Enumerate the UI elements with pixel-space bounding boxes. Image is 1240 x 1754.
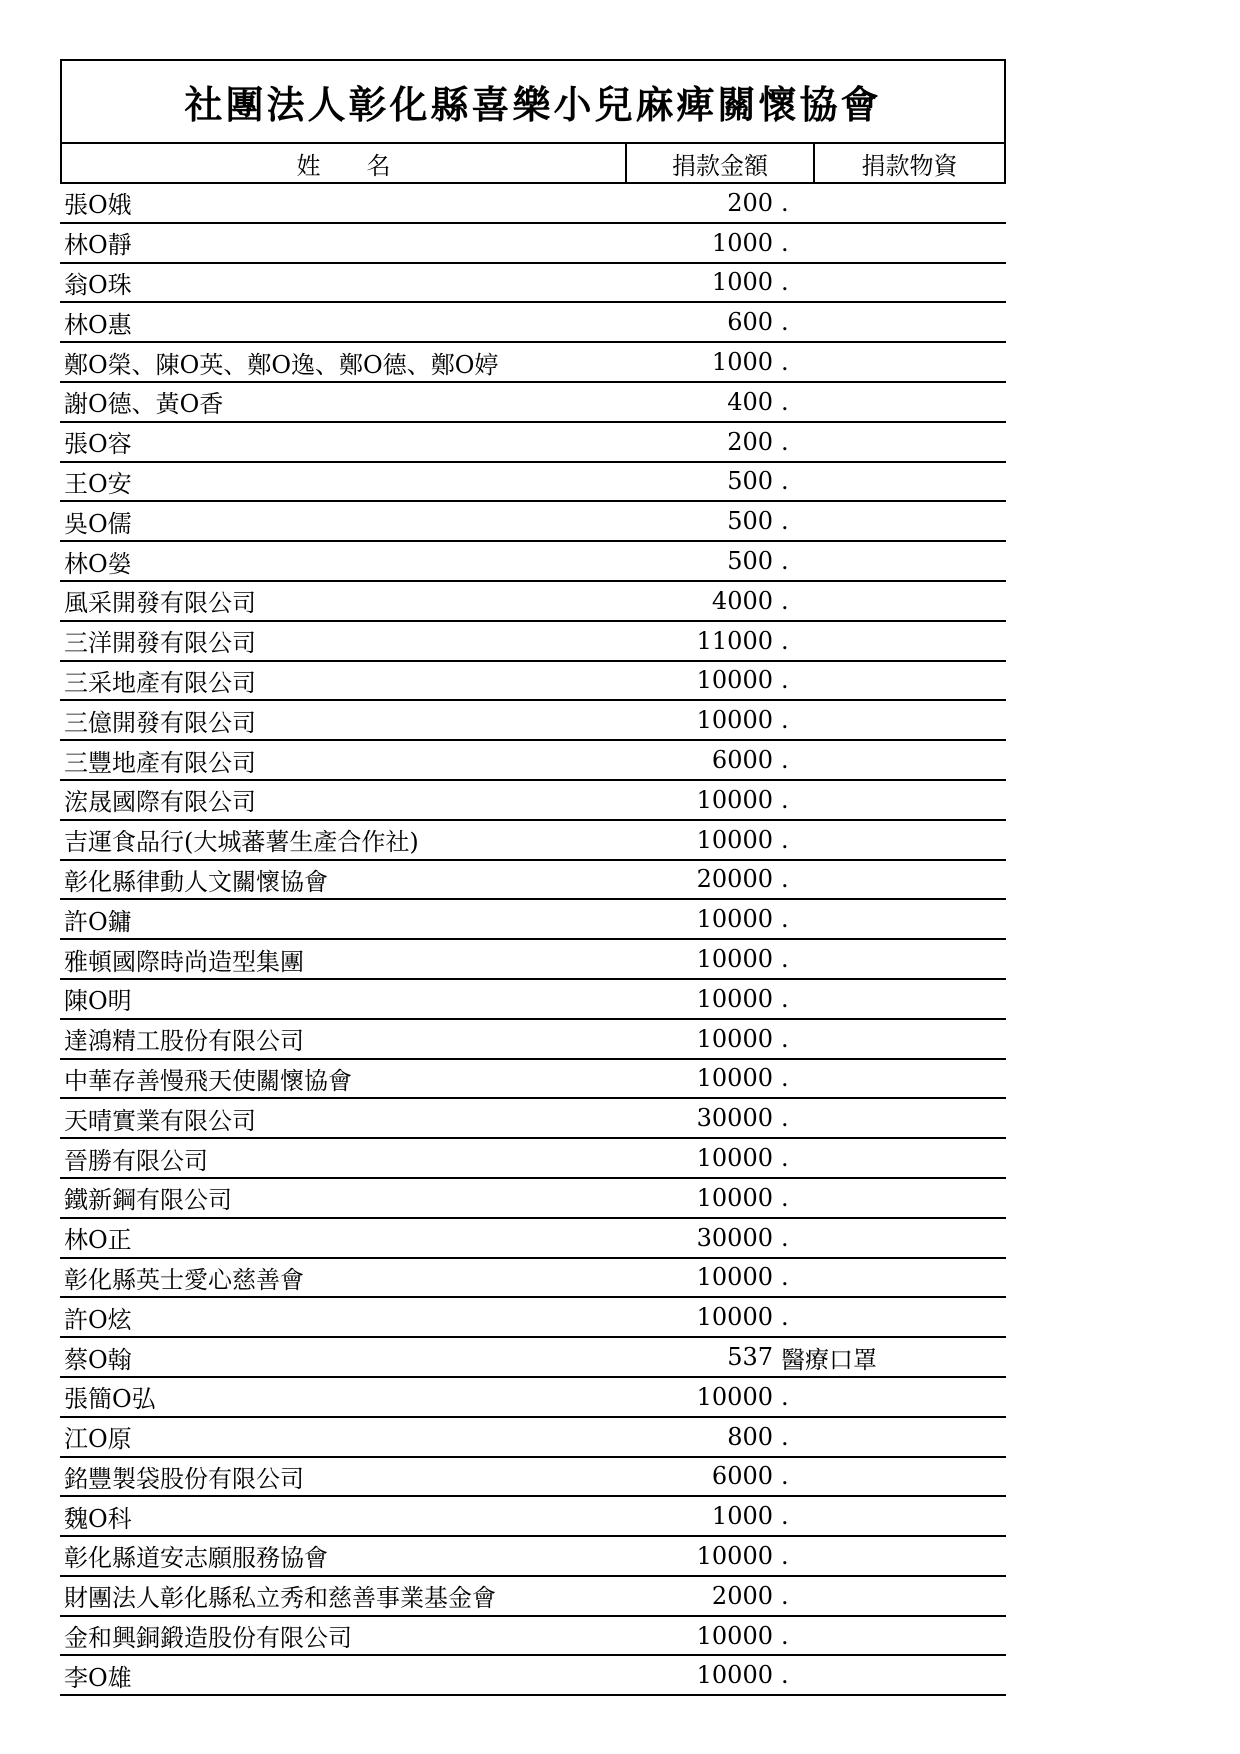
donated-goods: .	[781, 188, 789, 217]
donated-goods: .	[781, 1024, 789, 1053]
donated-goods: .	[781, 1661, 789, 1690]
table-row	[60, 184, 1006, 224]
donation-amount: 10000	[696, 945, 773, 974]
donor-name: 彰化縣律動人文關懷協會	[64, 867, 328, 896]
donated-goods: .	[781, 228, 789, 257]
donor-name: 吳O儒	[64, 509, 132, 538]
donor-name: 許O炫	[64, 1305, 132, 1334]
donation-amount: 1000	[711, 228, 773, 257]
donation-amount: 10000	[696, 1621, 773, 1650]
donated-goods: .	[781, 507, 789, 536]
donor-name: 風采開發有限公司	[64, 589, 256, 618]
donation-amount: 4000	[711, 586, 773, 615]
donor-name: 晉勝有限公司	[64, 1146, 208, 1175]
donated-goods: .	[781, 1462, 789, 1491]
table-row	[60, 383, 1006, 423]
donation-amount: 1000	[711, 268, 773, 297]
donor-name: 李O雄	[64, 1663, 132, 1692]
donation-amount: 10000	[696, 1144, 773, 1173]
header-goods: 捐款物資	[861, 151, 958, 180]
donor-name: 三億開發有限公司	[64, 708, 256, 737]
donor-name: 張簡O弘	[64, 1385, 156, 1414]
donated-goods: .	[781, 1303, 789, 1332]
donor-name: 許O鏞	[64, 907, 132, 936]
donation-amount: 500	[727, 507, 773, 536]
donated-goods: .	[781, 706, 789, 735]
donor-name: 天晴實業有限公司	[64, 1106, 256, 1135]
donated-goods: .	[781, 746, 789, 775]
title-box	[60, 59, 1006, 144]
table-row	[60, 423, 1006, 463]
table-row	[60, 542, 1006, 582]
donor-name: 翁O珠	[64, 270, 132, 299]
donation-amount: 600	[727, 308, 773, 337]
donation-amount: 6000	[711, 746, 773, 775]
donation-amount: 500	[727, 547, 773, 576]
donation-table-body	[60, 184, 1006, 1696]
table-row	[60, 701, 1006, 741]
donated-goods: 醫療口罩	[781, 1345, 877, 1374]
table-header	[60, 144, 1006, 184]
donated-goods: .	[781, 1104, 789, 1133]
table-row	[60, 1298, 1006, 1338]
donation-amount: 30000	[696, 1104, 773, 1133]
table-row	[60, 1577, 1006, 1617]
table-row	[60, 662, 1006, 702]
donated-goods: .	[781, 626, 789, 655]
donor-name: 林O嫈	[64, 549, 132, 578]
donation-amount: 10000	[696, 1064, 773, 1093]
donor-name: 陳O明	[64, 987, 132, 1016]
donation-amount: 1000	[711, 348, 773, 377]
donor-name: 三豐地產有限公司	[64, 748, 256, 777]
document-title: 社團法人彰化縣喜樂小兒麻痺關懷協會	[184, 82, 882, 127]
donor-name: 三洋開發有限公司	[64, 629, 256, 658]
donor-name: 蔡O翰	[64, 1345, 132, 1374]
donation-sheet	[60, 59, 1006, 1696]
table-row	[60, 1179, 1006, 1219]
donation-amount: 11000	[696, 626, 773, 655]
donation-amount: 800	[727, 1422, 773, 1451]
donation-amount: 10000	[696, 905, 773, 934]
donated-goods: .	[781, 427, 789, 456]
donated-goods: .	[781, 1382, 789, 1411]
table-row	[60, 1060, 1006, 1100]
donation-amount: 10000	[696, 1661, 773, 1690]
donation-amount: 200	[727, 188, 773, 217]
donated-goods: .	[781, 1541, 789, 1570]
donated-goods: .	[781, 785, 789, 814]
donor-name: 江O原	[64, 1425, 132, 1454]
donation-amount: 2000	[711, 1581, 773, 1610]
header-name: 姓名	[62, 144, 627, 182]
table-row	[60, 1099, 1006, 1139]
donor-name: 浤晟國際有限公司	[64, 788, 256, 817]
table-row	[60, 980, 1006, 1020]
donation-amount: 10000	[696, 984, 773, 1013]
donor-name: 張O娥	[64, 191, 132, 220]
donated-goods: .	[781, 1144, 789, 1173]
table-row	[60, 1497, 1006, 1537]
donated-goods: .	[781, 945, 789, 974]
table-row	[60, 343, 1006, 383]
donor-name: 王O安	[64, 469, 132, 498]
donated-goods: .	[781, 1064, 789, 1093]
donated-goods: .	[781, 1621, 789, 1650]
donated-goods: .	[781, 1223, 789, 1252]
donation-amount: 400	[727, 387, 773, 416]
donor-name: 吉運食品行(大城蕃薯生產合作社)	[64, 828, 419, 857]
donation-amount: 10000	[696, 1303, 773, 1332]
donation-amount: 200	[727, 427, 773, 456]
donor-name: 鄭O榮、陳O英、鄭O逸、鄭O德、鄭O婷	[64, 350, 499, 379]
table-row	[60, 1219, 1006, 1259]
donation-amount: 500	[727, 467, 773, 496]
donor-name: 張O容	[64, 430, 132, 459]
table-row	[60, 1617, 1006, 1657]
donation-amount: 10000	[696, 1541, 773, 1570]
table-row	[60, 502, 1006, 542]
donation-amount: 30000	[696, 1223, 773, 1252]
donated-goods: .	[781, 387, 789, 416]
donated-goods: .	[781, 825, 789, 854]
donor-name: 林O正	[64, 1226, 132, 1255]
header-amount: 捐款金額	[627, 144, 815, 182]
donated-goods: .	[781, 1263, 789, 1292]
table-row	[60, 463, 1006, 503]
donor-name: 林O靜	[64, 231, 132, 260]
donation-amount: 10000	[696, 1024, 773, 1053]
donated-goods: .	[781, 905, 789, 934]
donated-goods: .	[781, 348, 789, 377]
table-row	[60, 741, 1006, 781]
donation-amount: 1000	[711, 1502, 773, 1531]
donated-goods: .	[781, 865, 789, 894]
table-row	[60, 1418, 1006, 1458]
table-row	[60, 1537, 1006, 1577]
donation-amount: 10000	[696, 1382, 773, 1411]
table-row	[60, 900, 1006, 940]
table-row	[60, 1338, 1006, 1378]
donated-goods: .	[781, 467, 789, 496]
donor-name: 彰化縣道安志願服務協會	[64, 1544, 328, 1573]
table-row	[60, 224, 1006, 264]
table-row	[60, 1020, 1006, 1060]
donation-amount: 10000	[696, 706, 773, 735]
donor-name: 彰化縣英士愛心慈善會	[64, 1265, 304, 1294]
donated-goods: .	[781, 268, 789, 297]
donor-name: 雅頓國際時尚造型集團	[64, 947, 304, 976]
donation-amount: 10000	[696, 785, 773, 814]
table-row	[60, 622, 1006, 662]
donor-name: 三采地產有限公司	[64, 668, 256, 697]
donor-name: 中華存善慢飛天使關懷協會	[64, 1066, 352, 1095]
table-row	[60, 582, 1006, 622]
donor-name: 財團法人彰化縣私立秀和慈善事業基金會	[64, 1584, 496, 1613]
donated-goods: .	[781, 1422, 789, 1451]
donor-name: 達鴻精工股份有限公司	[64, 1027, 304, 1056]
donor-name: 金和興銅鍛造股份有限公司	[64, 1624, 352, 1653]
donated-goods: .	[781, 308, 789, 337]
table-row	[60, 1458, 1006, 1498]
donor-name: 魏O科	[64, 1504, 132, 1533]
donor-name: 銘豐製袋股份有限公司	[64, 1464, 304, 1493]
table-row	[60, 1139, 1006, 1179]
donated-goods: .	[781, 1581, 789, 1610]
donation-amount: 10000	[696, 825, 773, 854]
table-row	[60, 1378, 1006, 1418]
donation-amount: 10000	[696, 1263, 773, 1292]
donation-amount: 10000	[696, 1183, 773, 1212]
donation-amount: 10000	[696, 666, 773, 695]
table-row	[60, 1656, 1006, 1696]
donated-goods: .	[781, 1502, 789, 1531]
donor-name: 謝O德、黃O香	[64, 390, 224, 419]
donation-amount: 20000	[696, 865, 773, 894]
donation-amount: 6000	[711, 1462, 773, 1491]
donated-goods: .	[781, 1183, 789, 1212]
table-row	[60, 821, 1006, 861]
donated-goods: .	[781, 586, 789, 615]
table-row	[60, 303, 1006, 343]
table-row	[60, 264, 1006, 304]
donor-name: 林O惠	[64, 310, 132, 339]
donated-goods: .	[781, 984, 789, 1013]
table-row	[60, 781, 1006, 821]
donated-goods: .	[781, 666, 789, 695]
table-row	[60, 861, 1006, 901]
table-row	[60, 940, 1006, 980]
donor-name: 鐵新鋼有限公司	[64, 1186, 232, 1215]
donated-goods: .	[781, 547, 789, 576]
donation-amount: 537	[727, 1343, 773, 1371]
table-row	[60, 1259, 1006, 1299]
